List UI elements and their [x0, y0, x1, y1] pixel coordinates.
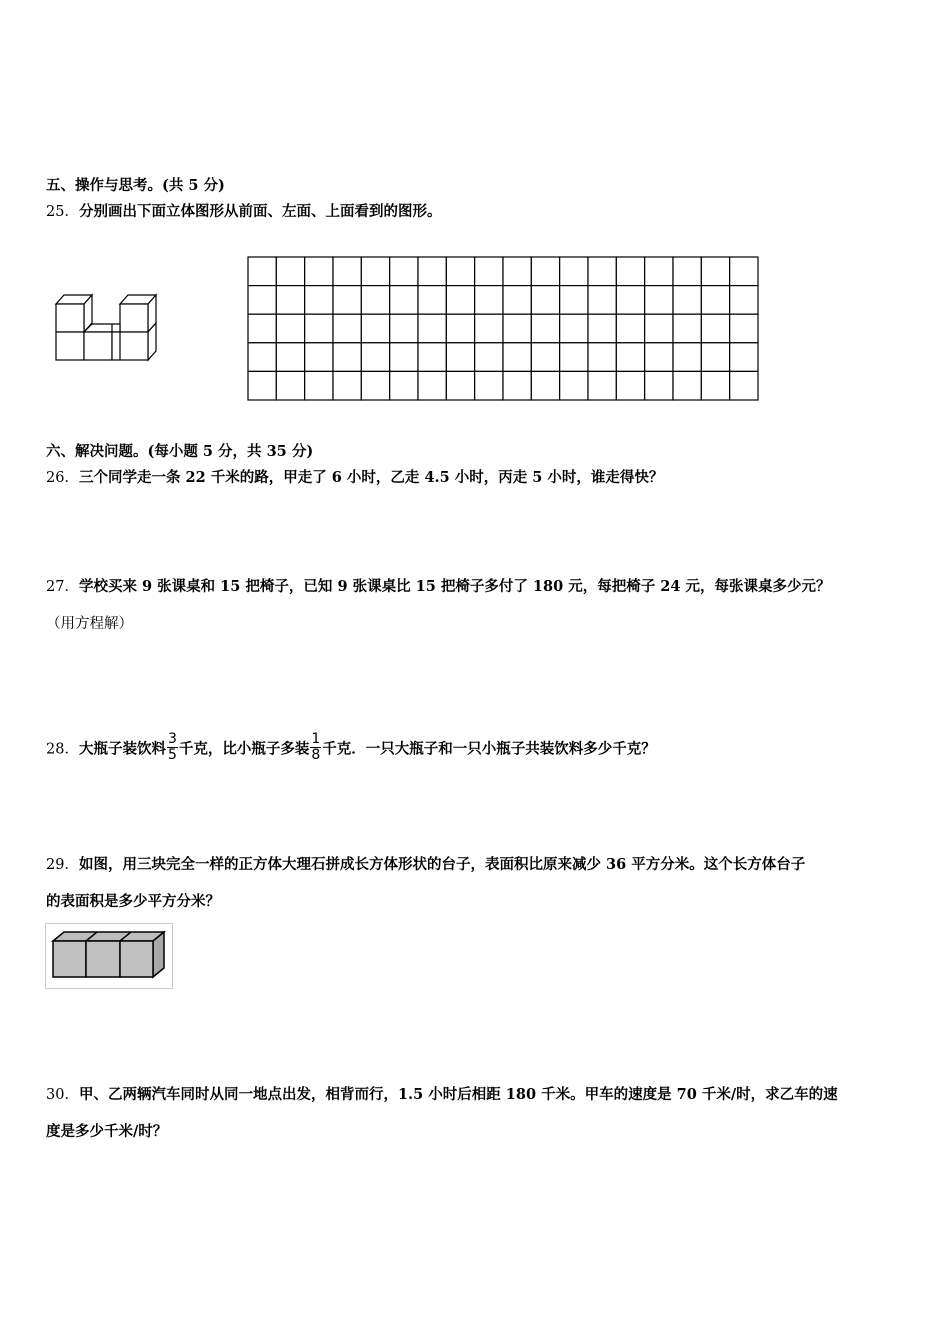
grid-cell[interactable] [475, 343, 503, 372]
grid-cell[interactable] [475, 286, 503, 315]
grid-cell[interactable] [616, 343, 644, 372]
grid-cell[interactable] [730, 343, 758, 372]
grid-cell[interactable] [276, 257, 304, 286]
grid-cell[interactable] [645, 314, 673, 343]
question-number: 27． [46, 579, 79, 595]
grid-cell[interactable] [730, 286, 758, 315]
grid-cell[interactable] [305, 343, 333, 372]
grid-cell[interactable] [531, 314, 559, 343]
grid-cell[interactable] [531, 257, 559, 286]
fraction-numerator: 1 [311, 731, 321, 747]
grid-cell[interactable] [418, 343, 446, 372]
fraction-numerator: 3 [167, 731, 177, 747]
grid-cell[interactable] [730, 314, 758, 343]
fraction-1-8 [310, 732, 321, 763]
grid-cell[interactable] [276, 314, 304, 343]
grid-cell[interactable] [390, 314, 418, 343]
grid-cell[interactable] [588, 371, 616, 400]
grid-cell[interactable] [560, 343, 588, 372]
three-cubes-figure-29 [45, 923, 173, 989]
grid-cell[interactable] [730, 371, 758, 400]
question-text: 三个同学走一条 22 千米的路，甲走了 6 小时，乙走 4.5 小时，丙走 5 小时，谁走得快？ [78, 469, 664, 486]
grid-cell[interactable] [248, 257, 276, 286]
grid-cell[interactable] [305, 286, 333, 315]
grid-cell[interactable] [475, 314, 503, 343]
question-text: 如图，用三块完全一样的正方体大理石拼成长方体形状的台子，表面积比原来减少 36 平方分米。这个长方体台子 [78, 856, 806, 873]
grid-cell[interactable] [645, 343, 673, 372]
grid-cell[interactable] [560, 257, 588, 286]
cube-figure-25 [50, 280, 165, 370]
drawing-grid[interactable] [247, 256, 759, 402]
question-28 [46, 731, 656, 765]
grid-cell[interactable] [418, 371, 446, 400]
question-30-line2: 度是多少千米/时？ [46, 1123, 168, 1140]
question-text-part3: 千克．一只大瓶子和一只小瓶子共装饮料多少千克？ [322, 740, 656, 758]
grid-cell[interactable] [503, 286, 531, 315]
grid-cell[interactable] [446, 257, 474, 286]
grid-cell[interactable] [730, 257, 758, 286]
question-27-line2: （用方程解） [46, 616, 133, 632]
grid-cell[interactable] [361, 371, 389, 400]
grid-cell[interactable] [361, 257, 389, 286]
grid-cell[interactable] [390, 343, 418, 372]
grid-cell[interactable] [248, 343, 276, 372]
grid-cell[interactable] [418, 257, 446, 286]
grid-cell[interactable] [531, 343, 559, 372]
grid-cell[interactable] [673, 286, 701, 315]
grid-cell[interactable] [305, 257, 333, 286]
grid-cell[interactable] [305, 314, 333, 343]
grid-cell[interactable] [333, 343, 361, 372]
question-26 [46, 468, 663, 488]
grid-cell[interactable] [616, 314, 644, 343]
grid-cell[interactable] [673, 343, 701, 372]
question-text: 分别画出下面立体图形从前面、左面、上面看到的图形。 [78, 203, 442, 220]
grid-cell[interactable] [645, 371, 673, 400]
grid-cell[interactable] [333, 371, 361, 400]
question-27 [46, 577, 831, 597]
grid-cell[interactable] [446, 371, 474, 400]
grid-cell[interactable] [645, 257, 673, 286]
grid-cell[interactable] [645, 286, 673, 315]
question-30 [46, 1085, 838, 1105]
grid-cell[interactable] [616, 286, 644, 315]
section-6-heading: 六、解决问题。(每小题 5 分，共 35 分) [46, 443, 314, 460]
grid-cell[interactable] [248, 371, 276, 400]
question-number: 28． [46, 741, 79, 758]
grid-cell[interactable] [503, 257, 531, 286]
grid-cell[interactable] [503, 343, 531, 372]
grid-cell[interactable] [588, 286, 616, 315]
grid-cell[interactable] [475, 257, 503, 286]
grid-cell[interactable] [616, 257, 644, 286]
grid-cell[interactable] [531, 286, 559, 315]
grid-cell[interactable] [276, 286, 304, 315]
grid-cell[interactable] [616, 371, 644, 400]
grid-cell[interactable] [276, 371, 304, 400]
grid-cell[interactable] [248, 314, 276, 343]
grid-cell[interactable] [588, 314, 616, 343]
question-text: 学校买来 9 张课桌和 15 把椅子，已知 9 张课桌比 15 把椅子多付了 180 元，每把椅子 24 元，每张课桌多少元？ [78, 578, 831, 595]
grid-cell[interactable] [390, 371, 418, 400]
grid-cell[interactable] [701, 286, 729, 315]
grid-cell[interactable] [560, 371, 588, 400]
grid-cell[interactable] [361, 343, 389, 372]
grid-cell[interactable] [503, 314, 531, 343]
grid-cell[interactable] [673, 257, 701, 286]
fraction-3-5 [167, 732, 178, 763]
grid-cell[interactable] [418, 314, 446, 343]
grid-cell[interactable] [390, 257, 418, 286]
grid-cell[interactable] [588, 257, 616, 286]
question-number: 30． [46, 1087, 79, 1103]
grid-cell[interactable] [390, 286, 418, 315]
grid-cell[interactable] [701, 343, 729, 372]
grid-cell[interactable] [418, 286, 446, 315]
question-number: 25． [46, 204, 79, 220]
grid-cell[interactable] [560, 286, 588, 315]
grid-cell[interactable] [588, 343, 616, 372]
grid-cell[interactable] [673, 371, 701, 400]
question-text: 甲、乙两辆汽车同时从同一地点出发，相背而行，1.5 小时后相距 180 千米。甲车的速度是 70 千米/时，求乙车的速 [78, 1086, 838, 1103]
grid-cell[interactable] [333, 314, 361, 343]
grid-cell[interactable] [248, 286, 276, 315]
grid-cell[interactable] [475, 371, 503, 400]
fraction-denominator: 5 [167, 747, 177, 763]
grid-cell[interactable] [531, 371, 559, 400]
grid-cell[interactable] [701, 314, 729, 343]
grid-cell[interactable] [361, 286, 389, 315]
question-29 [46, 855, 805, 875]
question-number: 29． [46, 857, 79, 873]
question-text-part1: 大瓶子装饮料 [78, 740, 166, 758]
question-text-part2: 千克，比小瓶子多装 [178, 740, 310, 758]
question-29-line2: 的表面积是多少平方分米？ [46, 893, 220, 910]
question-number: 26． [46, 470, 79, 486]
grid-cell[interactable] [701, 257, 729, 286]
grid-cell[interactable] [446, 343, 474, 372]
grid-cell[interactable] [333, 286, 361, 315]
grid-cell[interactable] [305, 371, 333, 400]
grid-cell[interactable] [673, 314, 701, 343]
grid-cell[interactable] [333, 257, 361, 286]
grid-cell[interactable] [361, 314, 389, 343]
grid-cell[interactable] [503, 371, 531, 400]
section-5-heading: 五、操作与思考。(共 5 分) [46, 177, 225, 194]
grid-cell[interactable] [701, 371, 729, 400]
question-25 [46, 202, 441, 222]
grid-cell[interactable] [560, 314, 588, 343]
grid-cell[interactable] [276, 343, 304, 372]
fraction-denominator: 8 [311, 747, 321, 763]
grid-cell[interactable] [446, 314, 474, 343]
grid-cell[interactable] [446, 286, 474, 315]
